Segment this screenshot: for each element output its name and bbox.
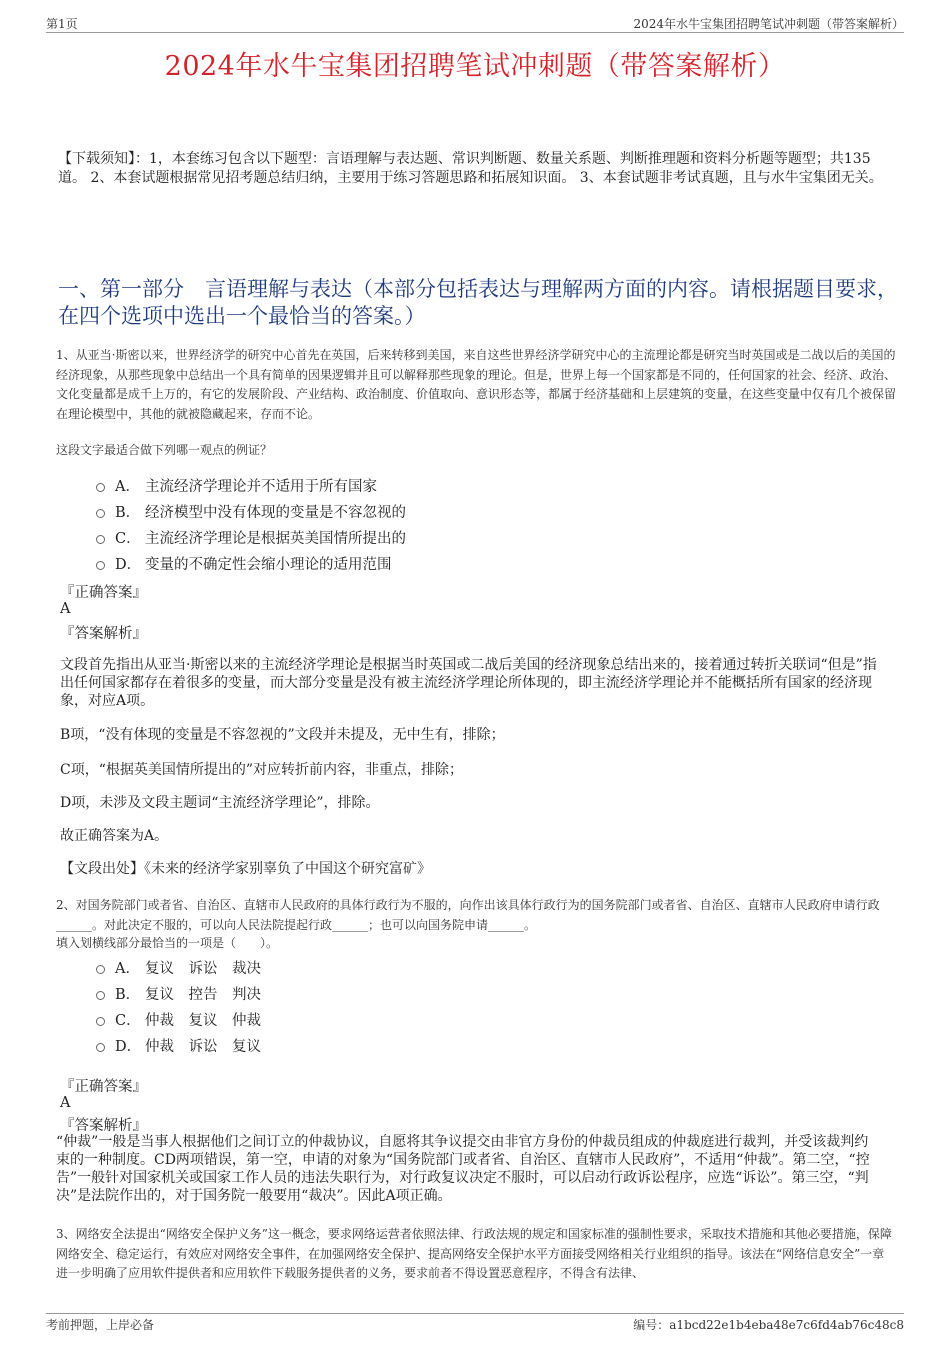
radio-icon[interactable]	[96, 561, 105, 570]
footer-serial: 编号：a1bcd22e1b4eba48e7c6fd4ab76c48c8	[633, 1318, 904, 1332]
q1-option-d[interactable]: D． 变量的不确定性会缩小理论的适用范围	[96, 550, 406, 576]
q1-analysis-main: 文段首先指出从亚当·斯密以来的主流经济学理论是根据当时英国或二战后美国的经济现象总结出来的，接着通过转折关联词“但是”指出任何国家都存在着很多的变量，而大部分变量是没有被主流经济学理论所体现的，即主流经济学理论并不能概括所有国家的经济现象，对应A项。	[60, 657, 877, 709]
q1-question: 这段文字最适合做下列哪一观点的例证？	[56, 443, 273, 457]
q1-conclusion: 故正确答案为A。	[60, 828, 169, 844]
q1-options	[96, 472, 406, 576]
header-doc-title: 2024年水牛宝集团招聘笔试冲刺题（带答案解析）	[633, 17, 904, 31]
q1-source: 【文段出处】《未来的经济学家别辜负了中国这个研究富矿》	[60, 861, 431, 877]
q1-option-c[interactable]: C． 主流经济学理论是根据英美国情所提出的	[96, 524, 406, 550]
radio-icon[interactable]	[96, 509, 105, 518]
radio-icon[interactable]	[96, 991, 105, 1000]
q1-analysis-label: 『答案解析』	[60, 626, 147, 642]
q2-question: 填入划横线部分最恰当的一项是（ ）。	[56, 936, 279, 950]
q1-stem: 1、从亚当·斯密以来，世界经济学的研究中心首先在英国，后来转移到美国，来自这些世界经济学研究中心的主流理论都是研究当时英国或是二战以后的美国的经济现象，从那些现象中总结出一个具有简单的因果逻辑并且可以解释那些现象的理论。但是，世界上每一个国家都是不同的，任何国家的社会、经济、政治、文化变量都是成千上万的，有它的发展阶段、产业结构、政治制度、价值取向、意识形态等，都属于经济基础和上层建筑的变量，在这些变量中仅有几个被保留在理论模型中，其他的就被隐藏起来，存而不论。	[56, 348, 897, 421]
q2-option-b[interactable]: B． 复议 控告 判决	[96, 980, 261, 1006]
footer-slogan: 考前押题，上岸必备	[46, 1318, 155, 1332]
q2-analysis-label: 『答案解析』	[60, 1118, 147, 1134]
radio-icon[interactable]	[96, 483, 105, 492]
radio-icon[interactable]	[96, 965, 105, 974]
q1-option-b[interactable]: B． 经济模型中没有体现的变量是不容忽视的	[96, 498, 406, 524]
q2-option-d[interactable]: D． 仲裁 诉讼 复议	[96, 1032, 261, 1058]
q1-answer: A	[60, 601, 71, 617]
q2-analysis: “仲裁”一般是当事人根据他们之间订立的仲裁协议，自愿将其争议提交由非官方身份的仲裁员组成的仲裁庭进行裁判，并受该裁判约束的一种制度。CD两项错误，第一空，申请的对象为“国务院部门或者省、自治区、直辖市人民政府”，不适用“仲裁”。第二空，“控告”一般针对国家机关或国家工作人员的违法失职行为，对行政复议决定不服时，可以启动行政诉讼程序，应选“诉讼”。第三空，“判决”是法院作出的，对于国务院一般要用“裁决”。因此A项正确。	[56, 1134, 870, 1204]
q2-options	[96, 954, 261, 1058]
q2-option-c[interactable]: C． 仲裁 复议 仲裁	[96, 1006, 261, 1032]
q2-answer: A	[60, 1095, 71, 1111]
document-title: 2024年水牛宝集团招聘笔试冲刺题（带答案解析）	[164, 51, 786, 82]
q1-option-a[interactable]: A． 主流经济学理论并不适用于所有国家	[96, 472, 406, 498]
q1-analysis-c: C项，“根据英美国情所提出的”对应转折前内容，非重点，排除；	[60, 762, 464, 778]
q3-stem: 3、网络安全法提出“网络安全保护义务”这一概念，要求网络运营者依照法律、行政法规的规定和国家标准的强制性要求，采取技术措施和其他必要措施，保障网络安全、稳定运行，有效应对网络安全事件，在加强网络安全保护、提高网络安全保护水平方面接受网络相关行业组织的指导。该法在“网络信息安全”一章进一步明确了应用软件提供者和应用软件下载服务提供者的义务，要求前者不得设置恶意程序，不得含有法律、	[56, 1227, 892, 1280]
q2-stem: 2、对国务院部门或者省、自治区、直辖市人民政府的具体行政行为不服的，向作出该具体行政行为的国务院部门或者省、自治区、直辖市人民政府申请行政______。对此决定不服的，可以向人民法院提起行政______；也可以向国务院申请______。	[56, 898, 880, 932]
q1-analysis-d: D项，未涉及文段主题词“主流经济学理论”，排除。	[60, 795, 380, 811]
radio-icon[interactable]	[96, 1017, 105, 1026]
section-heading: 一、第一部分 言语理解与表达（本部分包括表达与理解两方面的内容。请根据题目要求，在四个选项中选出一个最恰当的答案。）	[58, 277, 898, 328]
q1-answer-label: 『正确答案』	[60, 585, 147, 601]
radio-icon[interactable]	[96, 1043, 105, 1052]
q2-option-a[interactable]: A． 复议 诉讼 裁决	[96, 954, 261, 980]
page-header	[46, 14, 904, 33]
q2-answer-label: 『正确答案』	[60, 1079, 147, 1095]
page-number: 第1页	[46, 17, 78, 31]
q1-analysis-b: B项，“没有体现的变量是不容忽视的”文段并未提及，无中生有，排除；	[60, 727, 505, 743]
radio-icon[interactable]	[96, 535, 105, 544]
download-notice: 【下载须知】：1，本套练习包含以下题型：言语理解与表达题、常识判断题、数量关系题、判断推理题和资料分析题等题型；共135道。 2、本套试题根据常见招考题总结归纳，主要用于练习答题思路和拓展知识面。 3、本套试题非考试真题，且与水牛宝集团无关。	[58, 151, 883, 186]
page-footer	[46, 1313, 904, 1332]
